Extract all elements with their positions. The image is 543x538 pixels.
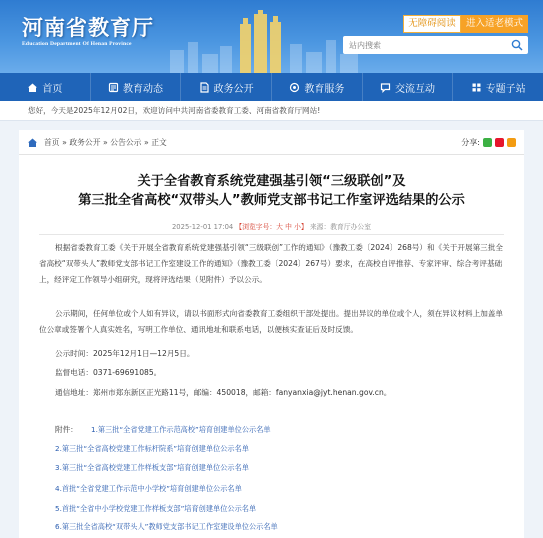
breadcrumb-notices[interactable]: 公告公示 bbox=[110, 138, 142, 147]
news-icon bbox=[108, 82, 119, 93]
nav-item-label: 专题子站 bbox=[485, 83, 526, 95]
nav-item-label: 首页 bbox=[42, 83, 63, 95]
document-icon bbox=[199, 82, 210, 93]
nav-item-home[interactable] bbox=[0, 73, 91, 101]
share-label: 分享: bbox=[461, 138, 480, 147]
nav-item-interaction[interactable] bbox=[363, 73, 454, 101]
barrier-free-button[interactable]: 无障碍阅读 bbox=[403, 15, 461, 33]
site-logo-title[interactable]: 河南省教育厅 bbox=[22, 15, 154, 40]
attachment-link[interactable]: 2.第三批“全省高校党建工作标杆院系”培育创建单位公示名单 bbox=[55, 444, 249, 453]
breadcrumb-gov-affairs[interactable]: 政务公开 bbox=[69, 138, 101, 147]
article-source: 来源：教育厅办公室 bbox=[309, 223, 372, 231]
qzone-share-icon[interactable] bbox=[507, 138, 516, 147]
nav-item-gov-affairs[interactable] bbox=[181, 73, 272, 101]
article-meta bbox=[19, 221, 524, 231]
nav-item-news[interactable] bbox=[91, 73, 182, 101]
article-title-line2: 第三批全省高校“双带头人”教师党支部书记工作室评选结果的公示 bbox=[78, 193, 465, 208]
breadcrumb-sep: » bbox=[103, 138, 108, 147]
service-icon bbox=[289, 82, 300, 93]
site-header bbox=[0, 0, 543, 73]
nav-item-label: 政务公开 bbox=[213, 83, 254, 95]
nav-item-label: 交流互动 bbox=[395, 83, 436, 95]
attachment-link[interactable]: 4.首批“全省党建工作示范中小学校”培育创建单位公示名单 bbox=[55, 484, 242, 493]
elder-mode-button[interactable]: 进入适老模式 bbox=[461, 15, 528, 33]
article-title-line1: 关于全省教育系统党建强基引领“三级联创”及 bbox=[137, 174, 406, 189]
attachment-link[interactable]: 3.第三批“全省高校党建工作样板支部”培育创建单位公示名单 bbox=[55, 463, 249, 472]
attachment-link[interactable]: 1.第三批“全省党建工作示范高校”培育创建单位公示名单 bbox=[91, 425, 271, 434]
attachment-link[interactable]: 5.首批“全省中小学校党建工作样板支部”培育创建单位公示名单 bbox=[55, 504, 257, 513]
main-nav bbox=[0, 73, 543, 101]
chat-icon bbox=[380, 82, 391, 93]
breadcrumb-path bbox=[44, 130, 167, 155]
article-container bbox=[19, 130, 524, 538]
attachment-link[interactable]: 6.第三批全省高校“双带头人”教师党支部书记工作室建设单位公示名单 bbox=[55, 522, 278, 531]
meta-divider bbox=[39, 234, 504, 235]
nav-item-services[interactable] bbox=[272, 73, 363, 101]
nav-item-label: 教育动态 bbox=[123, 83, 163, 95]
article-paragraph: 根据省委教育工委《关于开展全省教育系统党建强基引领“三级联创”工作的通知》（豫教工委〔2024〕268号）和《关于开展第三批全省高校“双带头人”教师党支部书记工作室建设工作的通知》（豫教工委〔2024〕267号）要求，在高校自评推荐、专家评审、综合考评基础上，经评定工作领导小组研究，现将评选结果（见附件）予以公示。 bbox=[39, 243, 503, 284]
share-bar bbox=[461, 130, 516, 155]
site-logo-subtitle: Education Department Of Henan Province bbox=[22, 41, 132, 47]
breadcrumb-home[interactable]: 首页 bbox=[44, 138, 60, 147]
breadcrumb bbox=[19, 130, 524, 155]
article-paragraph: 公示期间，任何单位或个人如有异议，请以书面形式向省委教育工委组织干部处提出。提出异议的单位或个人，须在异议材料上加盖单位公章或签署个人真实姓名，写明工作单位、通讯地址和联系电话，以便核实查证后及时反馈。 bbox=[39, 309, 504, 334]
home-icon[interactable] bbox=[27, 137, 38, 148]
topic-icon bbox=[471, 82, 482, 93]
font-size-switcher[interactable]: 【浏览字号：大 中 小】 bbox=[235, 223, 308, 231]
article-title bbox=[19, 172, 524, 210]
nav-item-label: 教育服务 bbox=[304, 83, 345, 95]
nav-item-topics[interactable] bbox=[453, 73, 543, 101]
search-box bbox=[343, 36, 528, 54]
breadcrumb-sep: » bbox=[143, 138, 149, 147]
home-icon bbox=[27, 82, 38, 93]
attachments-label: 附件： bbox=[55, 425, 78, 434]
wechat-share-icon[interactable] bbox=[483, 138, 492, 147]
weibo-share-icon[interactable] bbox=[495, 138, 504, 147]
greeting-bar: 您好，今天是2025年12月02日，欢迎访问中共河南省委教育工委、河南省教育厅网站! bbox=[0, 101, 543, 121]
search-input[interactable] bbox=[349, 36, 499, 54]
article-date: 2025-12-01 17:04 bbox=[171, 223, 234, 231]
search-icon[interactable] bbox=[511, 39, 523, 51]
breadcrumb-sep: » bbox=[62, 138, 67, 147]
breadcrumb-current: 正文 bbox=[151, 138, 167, 147]
supervision-phone: 监督电话：0371-69691085。 bbox=[55, 368, 162, 377]
mailing-address: 通信地址：郑州市郑东新区正光路11号，邮编：450018，邮箱：fanyanxia@jyt.henan.gov.cn。 bbox=[55, 388, 392, 397]
notice-period: 公示时间：2025年12月1日—12月5日。 bbox=[55, 349, 195, 358]
